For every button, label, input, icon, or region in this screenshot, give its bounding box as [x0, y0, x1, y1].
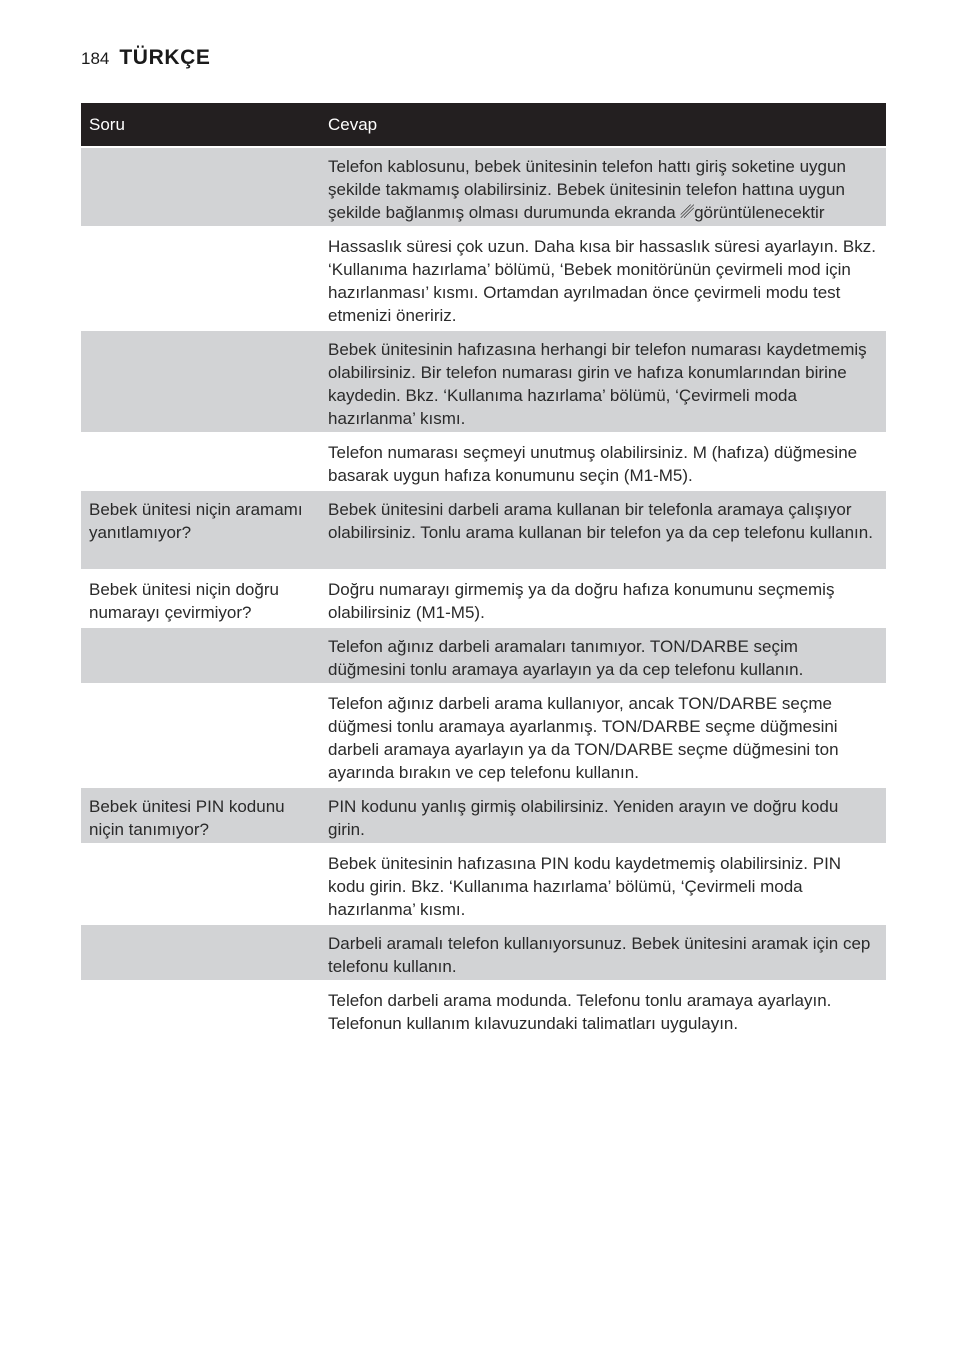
answer-cell: Bebek ünitesinin hafızasına herhangi bir telefon numarası kaydetmemiş olabilirsiniz. Bir telefon numarası girin ve hafıza konumlarından birine kaydedin. Bkz. ‘Kullanıma hazırlama’ bölümü, ‘Çevirmeli moda hazırlanma’ kısmı.	[328, 340, 867, 428]
answer-cell: Bebek ünitesini darbeli arama kullanan bir telefonla aramaya çalışıyor olabilirsiniz. Tonlu arama kullanan bir telefon ya da cep telefonu kullanın.	[328, 500, 873, 542]
table-row	[81, 226, 886, 329]
page-header	[81, 46, 210, 76]
table-row	[81, 980, 886, 1037]
answer-cell: PIN kodunu yanlış girmiş olabilirsiniz. Yeniden arayın ve doğru kodu girin.	[328, 797, 839, 839]
table-row	[81, 329, 886, 432]
question-cell	[81, 148, 320, 226]
question-cell: Bebek ünitesi niçin doğru numarayı çevirmiyor?	[89, 580, 279, 622]
table-row	[81, 843, 886, 923]
question-cell: Bebek ünitesi niçin aramamı yanıtlamıyor?	[89, 500, 303, 542]
answer-cell: Telefon darbeli arama modunda. Telefonu tonlu aramaya ayarlayın. Telefonun kullanım kılavuzundaki talimatları uygulayın.	[328, 991, 832, 1033]
question-cell	[81, 925, 320, 980]
question-cell	[81, 845, 320, 923]
table-row	[81, 489, 886, 569]
answer-cell: Telefon ağınız darbeli aramaları tanımıyor. TON/DARBE seçim düğmesini tonlu aramaya ayarlayın ya da cep telefonu kullanın.	[328, 637, 804, 679]
answer-cell: Telefon kablosunu, bebek ünitesinin telefon hattı giriş soketine uygun şekilde takmamış olabilirsiniz. Bebek ünitesinin telefon hattına uygun şekilde bağlanmış olması durumunda ekranda ␥görüntülenecektir	[328, 157, 846, 222]
table-row	[81, 923, 886, 980]
answer-cell: Bebek ünitesinin hafızasına PIN kodu kaydetmemiş olabilirsiniz. PIN kodu girin. Bkz. ‘Kullanıma hazırlama’ bölümü, ‘Çevirmeli moda hazırlanma’ kısmı.	[328, 854, 842, 919]
question-cell: Bebek ünitesi PIN kodunu niçin tanımıyor?	[89, 797, 285, 839]
table-row	[81, 786, 886, 843]
table-row	[81, 569, 886, 626]
column-header-answer: Cevap	[328, 114, 378, 134]
column-header-question: Soru	[89, 114, 125, 134]
question-cell	[81, 228, 320, 329]
table-header-row	[81, 103, 886, 146]
faq-table	[81, 103, 886, 1037]
answer-cell: Telefon ağınız darbeli arama kullanıyor, ancak TON/DARBE seçme düğmesi tonlu aramaya ayarlanmış. TON/DARBE seçme düğmesini darbeli aramaya ayarlayın ya da TON/DARBE seçme düğmesini ton ayarında bırakın ve cep telefonu kullanın.	[328, 694, 839, 782]
table-row	[81, 626, 886, 683]
page-number: 184	[81, 49, 110, 68]
table-row	[81, 146, 886, 226]
section-language-title: TÜRKÇE	[119, 46, 211, 69]
question-cell	[81, 685, 320, 786]
answer-cell: Hassaslık süresi çok uzun. Daha kısa bir hassaslık süresi ayarlayın. Bkz. ‘Kullanıma hazırlama’ bölümü, ‘Bebek monitörünün çevirmeli mod için hazırlanması’ kısmı. Ortamdan ayrılmadan önce çevirmeli modu test etmenizi öneririz.	[328, 237, 876, 325]
question-cell	[81, 982, 320, 1037]
table-row	[81, 683, 886, 786]
question-cell	[81, 628, 320, 683]
answer-cell: Telefon numarası seçmeyi unutmuş olabilirsiniz. M (hafıza) düğmesine basarak uygun hafıza konumunu seçin (M1-M5).	[328, 443, 858, 485]
answer-cell: Doğru numarayı girmemiş ya da doğru hafıza konumunu seçmemiş olabilirsiniz (M1-M5).	[328, 580, 835, 622]
question-cell	[81, 434, 320, 489]
answer-cell: Darbeli aramalı telefon kullanıyorsunuz. Bebek ünitesini aramak için cep telefonu kullanın.	[328, 934, 871, 976]
question-cell	[81, 331, 320, 432]
table-row	[81, 432, 886, 489]
